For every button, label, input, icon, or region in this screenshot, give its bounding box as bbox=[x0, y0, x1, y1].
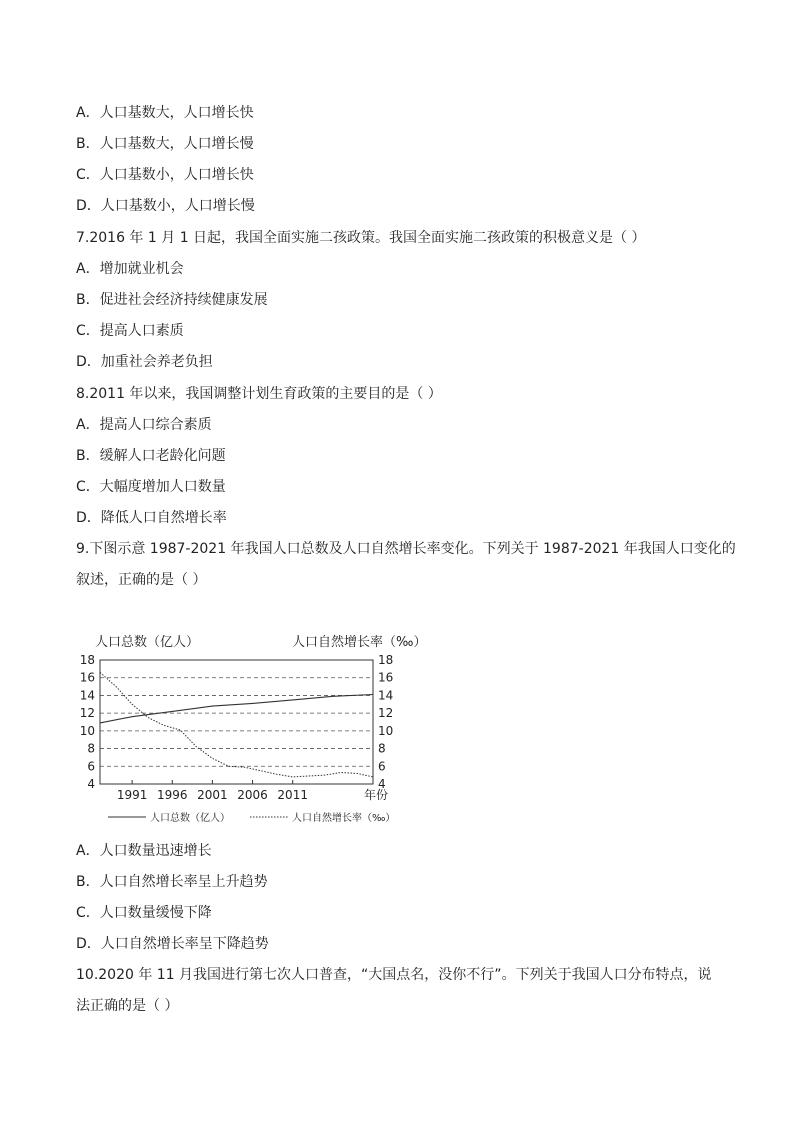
y-tick-left: 14 bbox=[79, 688, 95, 703]
q7-option-c: C．提高人口素质 bbox=[76, 323, 184, 339]
q9-option-c: C．人口数量缓慢下降 bbox=[76, 905, 212, 921]
y-tick-right: 12 bbox=[378, 706, 394, 721]
population-chart bbox=[70, 626, 427, 832]
q7-stem: 7.2016 年 1 月 1 日起，我国全面实施二孩政策。我国全面实施二孩政策的积极意义是（ ） bbox=[76, 230, 646, 246]
q8-option-b: B．缓解人口老龄化问题 bbox=[76, 448, 226, 464]
y-tick-left: 8 bbox=[87, 741, 95, 756]
y-tick-left: 4 bbox=[87, 777, 95, 791]
q9-option-b: B．人口自然增长率呈上升趋势 bbox=[76, 874, 268, 890]
x-tick-label: 1991 bbox=[116, 788, 148, 802]
population-chart-svg bbox=[70, 626, 427, 832]
q8-option-c: C．大幅度增加人口数量 bbox=[76, 479, 226, 495]
chart-left-axis-label: 人口总数（亿人） bbox=[95, 635, 200, 650]
y-tick-right: 4 bbox=[378, 777, 386, 791]
q9-option-d: D．人口自然增长率呈下降趋势 bbox=[76, 936, 269, 952]
q8-option-d: D．降低人口自然增长率 bbox=[76, 510, 227, 526]
y-tick-left: 16 bbox=[79, 670, 95, 685]
y-tick-left: 10 bbox=[79, 723, 95, 738]
q10-stem-line1: 10.2020 年 11 月我国进行第七次人口普查，“大国点名，没你不行”。下列关于我国人口分布特点，说 bbox=[76, 967, 712, 983]
y-tick-right: 8 bbox=[378, 741, 386, 756]
chart-x-axis-label: 年份 bbox=[364, 788, 389, 802]
y-tick-left: 6 bbox=[87, 759, 95, 774]
y-tick-right: 18 bbox=[378, 653, 394, 667]
chart-right-axis-label: 人口自然增长率（‰） bbox=[292, 635, 427, 650]
x-tick-label: 2001 bbox=[197, 788, 228, 802]
q6-option-a: A．人口基数大，人口增长快 bbox=[76, 105, 254, 121]
q8-option-a: A．提高人口综合素质 bbox=[76, 417, 212, 433]
legend-label-1: 人口自然增长率（‰） bbox=[292, 813, 396, 824]
x-tick-label: 2011 bbox=[277, 788, 308, 802]
y-tick-right: 6 bbox=[378, 759, 386, 774]
q7-option-d: D．加重社会养老负担 bbox=[76, 354, 213, 370]
q6-option-d: D．人口基数小，人口增长慢 bbox=[76, 198, 255, 214]
series-line-0 bbox=[100, 695, 373, 723]
y-tick-left: 18 bbox=[79, 653, 95, 667]
plot-frame bbox=[100, 660, 373, 784]
q7-option-a: A．增加就业机会 bbox=[76, 261, 184, 277]
q9-option-a: A．人口数量迅速增长 bbox=[76, 843, 212, 859]
series-line-1 bbox=[100, 672, 373, 777]
x-tick-label: 1996 bbox=[156, 788, 188, 802]
q7-option-b: B．促进社会经济持续健康发展 bbox=[76, 292, 268, 308]
q6-option-c: C．人口基数小，人口增长快 bbox=[76, 167, 254, 183]
y-tick-right: 10 bbox=[378, 723, 394, 738]
y-tick-left: 12 bbox=[79, 706, 95, 721]
q9-stem-line2: 叙述，正确的是（ ） bbox=[76, 572, 207, 588]
q10-stem-line2: 法正确的是（ ） bbox=[76, 998, 179, 1014]
y-tick-right: 14 bbox=[378, 688, 394, 703]
y-tick-right: 16 bbox=[378, 670, 394, 685]
x-tick-label: 2006 bbox=[237, 788, 268, 802]
q8-stem: 8.2011 年以来，我国调整计划生育政策的主要目的是（ ） bbox=[76, 386, 442, 402]
legend-label-0: 人口总数（亿人） bbox=[150, 813, 230, 824]
q9-stem-line1: 9.下图示意 1987-2021 年我国人口总数及人口自然增长率变化。下列关于 1987-2021 年我国人口变化的 bbox=[76, 541, 736, 557]
q6-option-b: B．人口基数大，人口增长慢 bbox=[76, 136, 254, 152]
